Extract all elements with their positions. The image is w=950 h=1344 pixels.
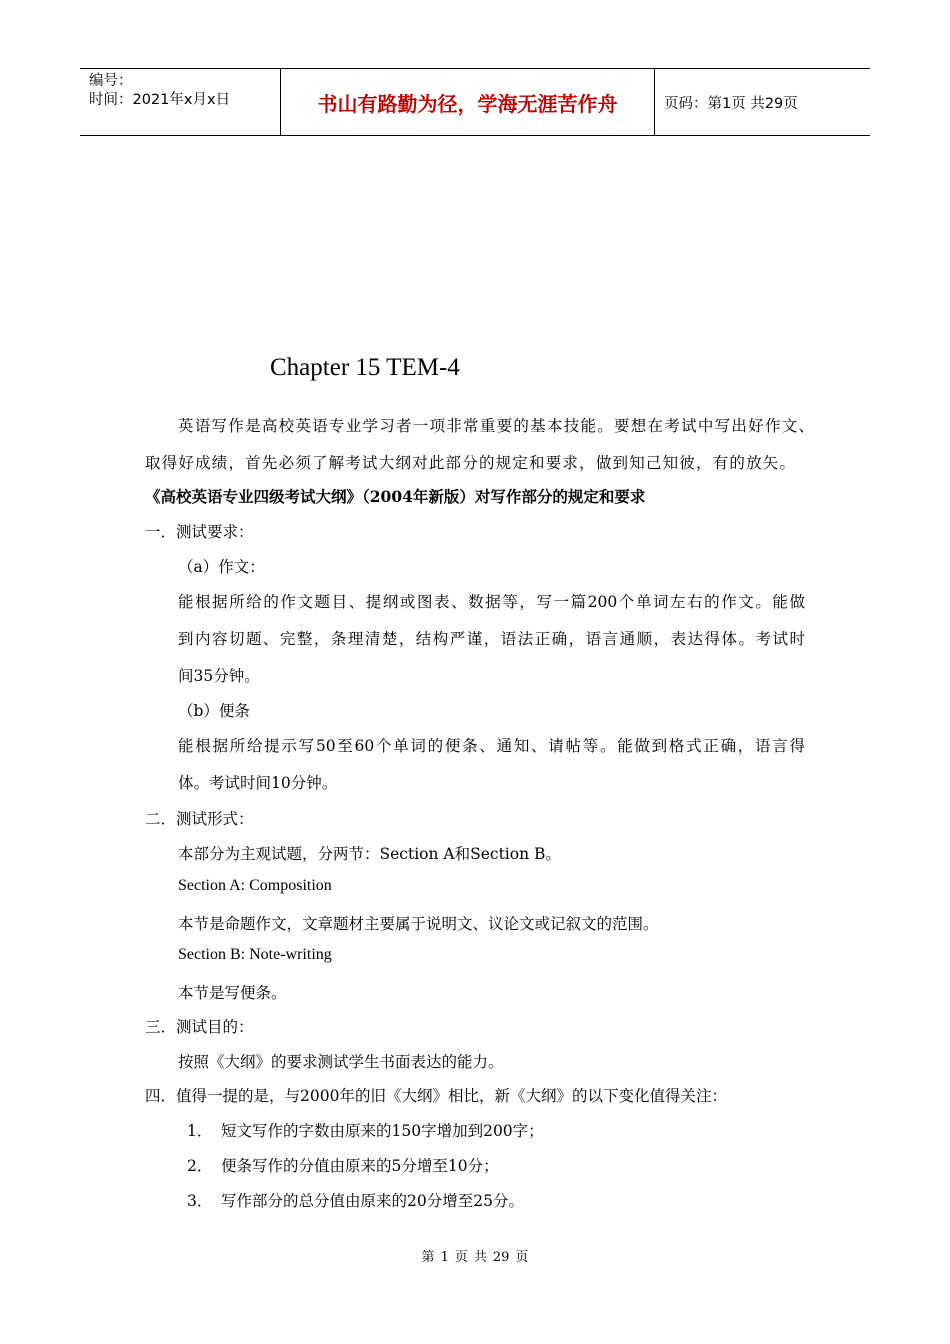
list-item-text: 便条写作的分值由原来的5分增至10分； — [221, 1157, 499, 1175]
section-1-b-label: （b）便条 — [178, 702, 250, 720]
section-1-a-line-3: 间35分钟。 — [178, 667, 260, 685]
section-3-label: 三．测试目的： — [145, 1018, 254, 1036]
section-b-title: Section B: Note-writing — [178, 946, 332, 963]
list-item-number: 3． — [187, 1192, 213, 1210]
section-1-a-label: （a）作文： — [178, 558, 265, 576]
header-page-info: 页码：第1页 共29页 — [664, 95, 798, 112]
list-item-number: 2． — [187, 1157, 213, 1175]
section-1-b-line-2: 体。考试时间10分钟。 — [178, 774, 338, 792]
section-3-line-1: 按照《大纲》的要求测试学生书面表达的能力。 — [178, 1053, 504, 1071]
list-item-text: 短文写作的字数由原来的150字增加到200字； — [221, 1122, 544, 1140]
section-1-b-line-1: 能根据所给提示写50至60个单词的便条、通知、请帖等。能做到格式正确，语言得 — [178, 737, 805, 755]
section-1-label: 一．测试要求： — [145, 523, 254, 541]
intro-line-2: 取得好成绩，首先必须了解考试大纲对此部分的规定和要求，做到知己知彼，有的放矢。 — [145, 454, 795, 472]
section-4-label: 四．值得一提的是，与2000年的旧《大纲》相比，新《大纲》的以下变化值得关注： — [145, 1087, 727, 1105]
list-item-number: 1． — [187, 1122, 213, 1140]
footer-total-pages: 29 — [492, 1250, 510, 1265]
intro-line-1: 英语写作是高校英语专业学习者一项非常重要的基本技能。要想在考试中写出好作文、 — [178, 417, 814, 435]
section-b-description: 本节是写便条。 — [178, 984, 287, 1002]
header-time-label: 时间：2021年x月x日 — [89, 92, 231, 108]
list-item-text: 写作部分的总分值由原来的20分增至25分。 — [221, 1192, 524, 1210]
section-2-label: 二．测试形式： — [145, 810, 254, 828]
section-a-title: Section A: Composition — [178, 877, 332, 894]
footer-ye: 页 — [454, 1250, 468, 1265]
chapter-title: Chapter 15 TEM-4 — [270, 354, 460, 381]
header-motto: 书山有路勤为径，学海无涯苦作舟 — [281, 69, 655, 135]
header-meta — [80, 69, 281, 135]
footer-page-number: 1 — [440, 1250, 449, 1265]
section-1-a-line-1: 能根据所给的作文题目、提纲或图表、数据等，写一篇200个单词左右的作文。能做 — [178, 593, 805, 611]
header-number-label: 编号： — [89, 73, 133, 89]
page-header — [80, 68, 870, 136]
section-2-line-1: 本部分为主观试题，分两节：Section A和Section B。 — [178, 845, 561, 863]
page-footer — [0, 1246, 950, 1265]
footer-gong: 共 — [473, 1250, 487, 1265]
footer-di: 第 — [421, 1250, 435, 1265]
section-a-description: 本节是命题作文，文章题材主要属于说明文、议论文或记叙文的范围。 — [178, 915, 659, 933]
footer-ye-2: 页 — [515, 1250, 529, 1265]
section-heading: 《高校英语专业四级考试大纲》（2004年新版）对写作部分的规定和要求 — [145, 487, 646, 506]
section-1-a-line-2: 到内容切题、完整，条理清楚，结构严谨，语法正确，语言通顺，表达得体。考试时 — [178, 630, 805, 648]
